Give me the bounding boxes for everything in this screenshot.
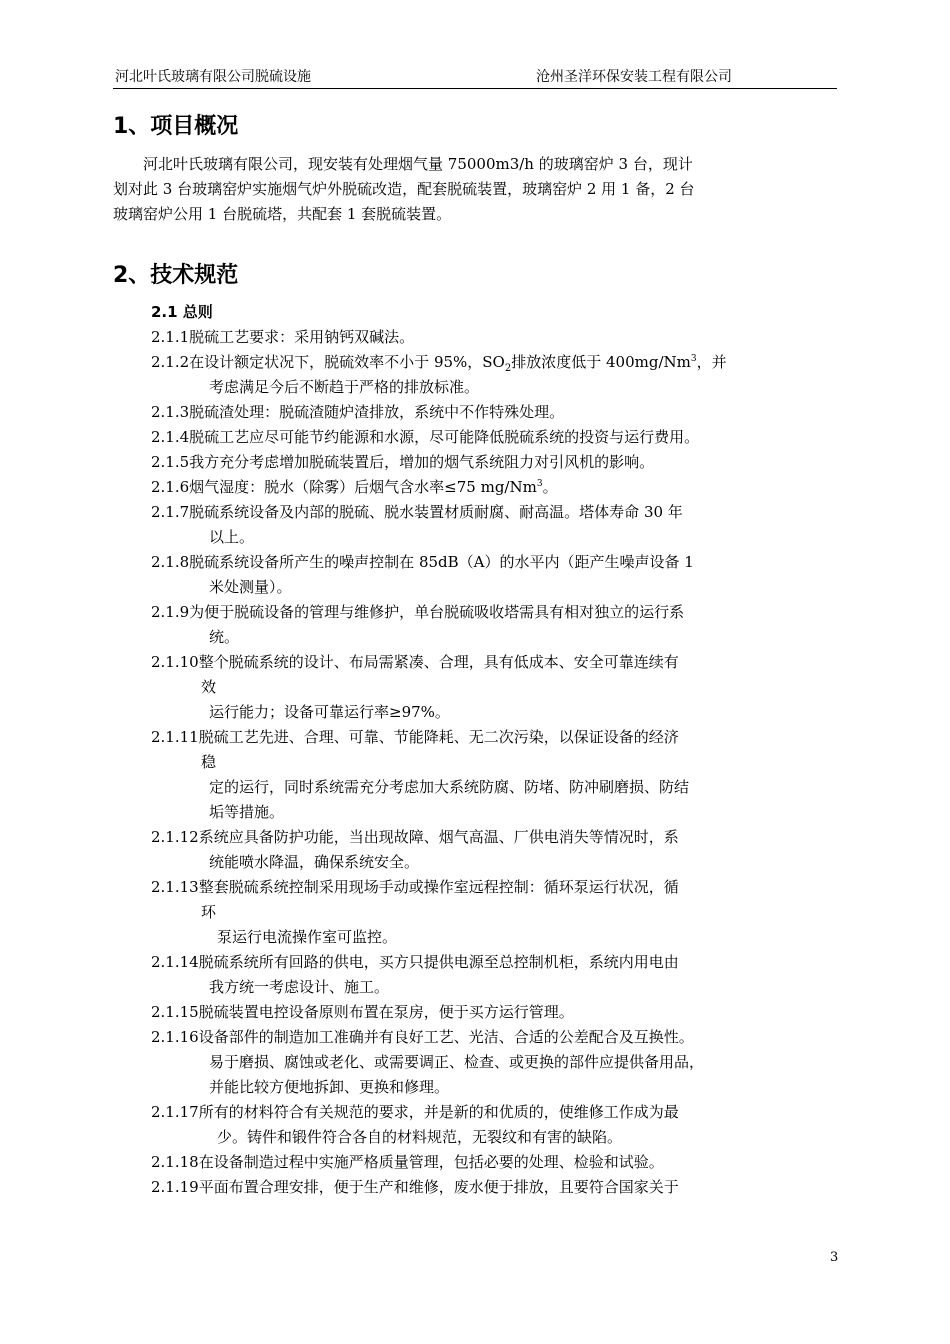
list-item: 2.1.6烟气湿度：脱水（除雾）后烟气含水率≤75 mg/Nm$^3$。 [151, 478, 558, 496]
list-item: 2.1.8脱硫系统设备所产生的噪声控制在 85dB（A）的水平内（距产生噪声设备 1 [151, 553, 694, 571]
page-number: 3 [830, 1250, 839, 1265]
header-right-text: 沧州圣洋环保安装工程有限公司 [536, 69, 732, 85]
list-item-continuation: 定的运行，同时系统需充分考虑加大系统防腐、防堵、防冲刷磨损、防结 [209, 778, 690, 796]
list-item-continuation: 环 [201, 903, 217, 921]
list-item: 2.1.12系统应具备防护功能，当出现故障、烟气高温、厂供电消失等情况时，系 [151, 828, 679, 846]
paragraph-line: 划对此 3 台玻璃窑炉实施烟气炉外脱硫改造，配套脱硫装置，玻璃窑炉 2 用 1 备，2 台 [113, 180, 695, 198]
list-item: 2.1.9为便于脱硫设备的管理与维修护，单台脱硫吸收塔需具有相对独立的运行系 [151, 603, 685, 621]
list-item: 2.1.2在设计额定状况下，脱硫效率不小于 95%，$SO_2$排放浓度低于 400mg/Nm$^3$，并 [151, 353, 727, 374]
list-item: 2.1.19平面布置合理安排，便于生产和维修，废水便于排放，且要符合国家关于 [151, 1178, 679, 1196]
list-item-continuation: 少。铸件和锻件符合各自的材料规范，无裂纹和有害的缺陷。 [217, 1128, 623, 1146]
header-left-text: 河北叶氏玻璃有限公司脱硫设施 [115, 69, 311, 85]
page-header [113, 68, 837, 89]
list-item: 2.1.14脱硫系统所有回路的供电，买方只提供电源至总控制机柜，系统内用电由 [151, 953, 679, 971]
list-item-continuation: 统能喷水降温，确保系统安全。 [209, 853, 420, 871]
list-item: 2.1.16设备部件的制造加工准确并有良好工艺、光洁、合适的公差配合及互换性。 [151, 1028, 694, 1046]
list-item: 2.1.17所有的材料符合有关规范的要求，并是新的和优质的，使维修工作成为最 [151, 1103, 679, 1121]
list-item-continuation: 泵运行电流操作室可监控。 [217, 928, 398, 946]
paragraph-line: 玻璃窑炉公用 1 台脱硫塔，共配套 1 套脱硫装置。 [113, 205, 452, 223]
list-item-continuation: 统。 [209, 628, 240, 646]
list-item: 2.1.15脱硫装置电控设备原则布置在泵房，便于买方运行管理。 [151, 1003, 574, 1021]
paragraph-line: 河北叶氏玻璃有限公司，现安装有处理烟气量 75000m3/h 的玻璃窑炉 3 台，现计 [143, 155, 693, 173]
list-item: 2.1.18在设备制造过程中实施严格质量管理，包括必要的处理、检验和试验。 [151, 1153, 664, 1171]
list-item-continuation: 效 [201, 678, 217, 696]
list-item-continuation: 我方统一考虑设计、施工。 [209, 978, 390, 996]
list-item: 2.1.13整套脱硫系统控制采用现场手动或操作室远程控制：循环泵运行状况，循 [151, 878, 679, 896]
list-item-continuation: 稳 [201, 753, 217, 771]
list-item: 2.1.5我方充分考虑增加脱硫装置后，增加的烟气系统阻力对引风机的影响。 [151, 453, 655, 471]
section-2-heading: 2、技术规范 [113, 263, 239, 288]
list-item-continuation: 并能比较方便地拆卸、更换和修理。 [209, 1078, 450, 1096]
list-item: 2.1.4脱硫工艺应尽可能节约能源和水源，尽可能降低脱硫系统的投资与运行费用。 [151, 428, 700, 446]
section-1-heading: 1、项目概况 [113, 114, 239, 139]
list-item-continuation: 以上。 [209, 528, 255, 546]
subsection-title: 2.1 总则 [151, 303, 213, 321]
list-item: 2.1.3脱硫渣处理：脱硫渣随炉渣排放，系统中不作特殊处理。 [151, 403, 565, 421]
list-item-continuation: 米处测量）。 [209, 578, 292, 596]
list-item-continuation: 垢等措施。 [209, 803, 285, 821]
spec-list [151, 325, 851, 1200]
list-item: 2.1.7脱硫系统设备及内部的脱硫、脱水装置材质耐腐、耐高温。塔体寿命 30 年 [151, 503, 683, 521]
list-item-continuation: 易于磨损、腐蚀或老化、或需要调正、检查、或更换的部件应提供备用品， [209, 1053, 705, 1071]
list-item-continuation: 考虑满足今后不断趋于严格的排放标准。 [209, 378, 480, 396]
list-item: 2.1.1脱硫工艺要求：采用钠钙双碱法。 [151, 328, 415, 346]
list-item-continuation: 运行能力；设备可靠运行率≥97%。 [209, 703, 450, 721]
list-item: 2.1.10整个脱硫系统的设计、布局需紧凑、合理，具有低成本、安全可靠连续有 [151, 653, 679, 671]
section-1-paragraph [113, 152, 845, 227]
list-item: 2.1.11脱硫工艺先进、合理、可靠、节能降耗、无二次污染，以保证设备的经济 [151, 728, 679, 746]
